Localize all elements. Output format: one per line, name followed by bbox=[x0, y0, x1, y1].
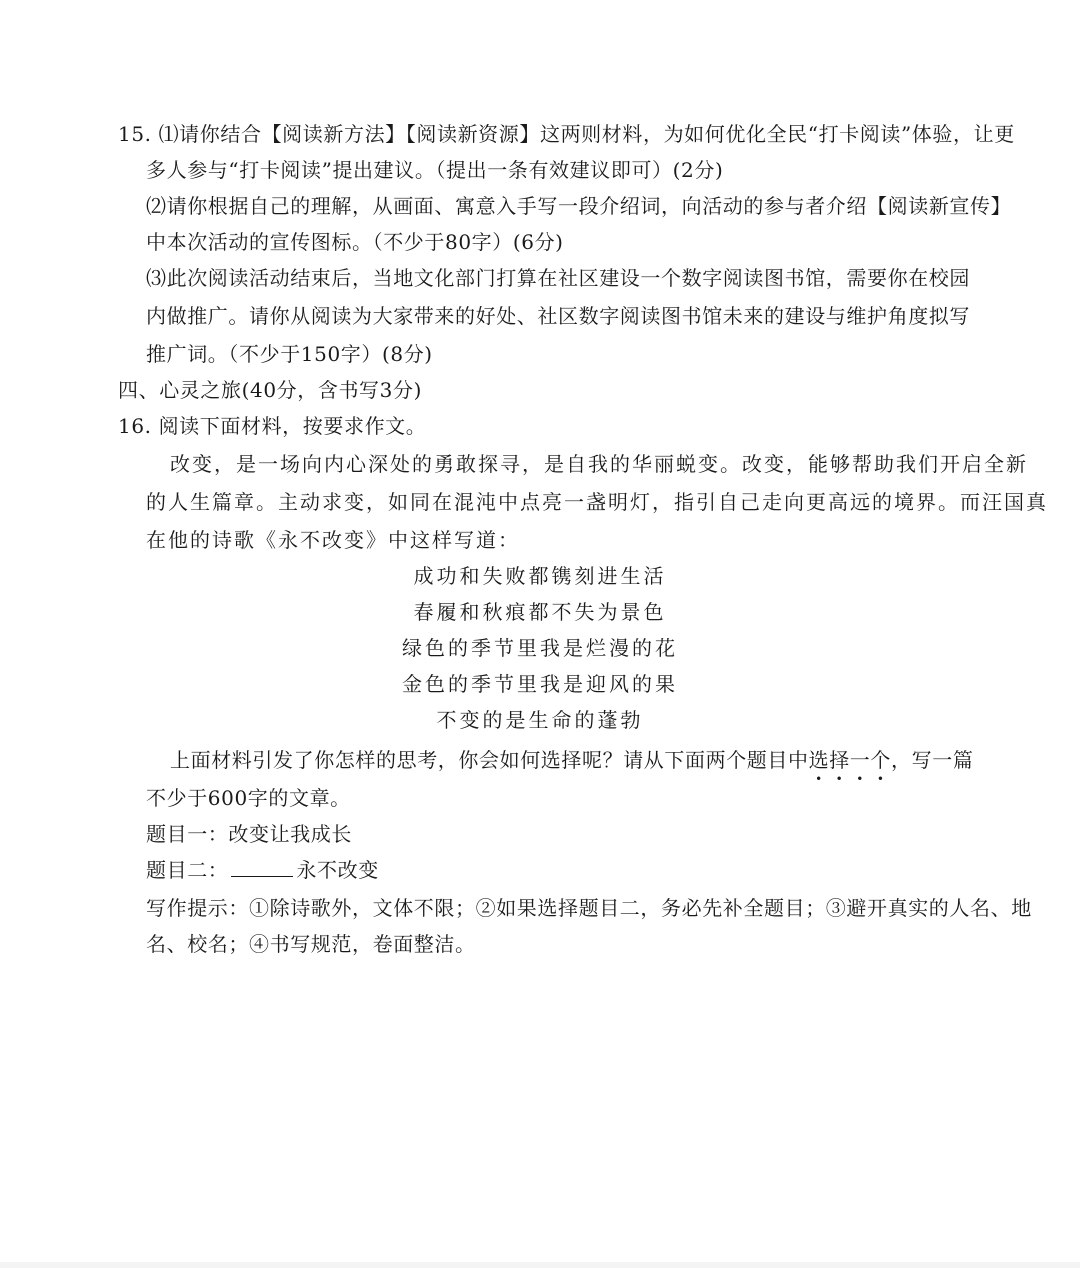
emphasis-dots: • • • • bbox=[815, 772, 885, 786]
material-line3: 在他的诗歌《永不改变》中这样写道： bbox=[146, 528, 520, 552]
title-option-1: 题目一：改变让我成长 bbox=[146, 822, 352, 846]
writing-tips-line2: 名、校名；④书写规范，卷面整洁。 bbox=[146, 932, 476, 956]
task-text-b: ，写一篇 bbox=[891, 748, 974, 772]
q15-part3-line3: 推广词。（不少于150字）(8分) bbox=[146, 342, 433, 366]
q16-intro: 16. 阅读下面材料，按要求作文。 bbox=[118, 414, 427, 438]
emphasized-text: 选择一个 bbox=[808, 748, 892, 772]
poem-line: 春履和秋痕都不失为景色 bbox=[413, 600, 667, 624]
writing-tips-line1: 写作提示：①除诗歌外，文体不限；②如果选择题目二，务必先补全题目；③避开真实的人名、地 bbox=[146, 896, 1032, 920]
poem-line: 不变的是生命的蓬勃 bbox=[436, 708, 644, 732]
material-line2: 的人生篇章。主动求变，如同在混沌中点亮一盏明灯，指引自己走向更高远的境界。而汪国真 bbox=[146, 490, 1048, 514]
title2-suffix: 永不改变 bbox=[296, 858, 379, 882]
emphasized-choice bbox=[808, 748, 892, 786]
q15-part3-line1: ⑶此次阅读活动结束后，当地文化部门打算在社区建设一个数字阅读图书馆，需要你在校园 bbox=[146, 266, 970, 290]
poem-line: 成功和失败都镌刻进生活 bbox=[413, 564, 667, 588]
title2-prefix: 题目二： bbox=[146, 858, 229, 882]
task-line2: 不少于600字的文章。 bbox=[146, 786, 351, 810]
page-bottom-edge bbox=[0, 1262, 1080, 1268]
q15-part2-line2: 中本次活动的宣传图标。（不少于80字）(6分) bbox=[146, 230, 564, 254]
task-line1 bbox=[170, 746, 974, 786]
q15-part2-line1: ⑵请你根据自己的理解，从画面、寓意入手写一段介绍词，向活动的参与者介绍【阅读新宣传】 bbox=[146, 194, 1012, 218]
section-heading: 四、心灵之旅(40分，含书写3分) bbox=[118, 378, 422, 402]
q15-part1-line1: 15. ⑴请你结合【阅读新方法】【阅读新资源】这两则材料，为如何优化全民“打卡阅读”体验，让更 bbox=[118, 122, 1015, 146]
task-text-a: 上面材料引发了你怎样的思考，你会如何选择呢？请从下面两个题目中 bbox=[170, 748, 809, 772]
poem-line: 绿色的季节里我是烂漫的花 bbox=[402, 636, 678, 660]
poem-line: 金色的季节里我是迎风的果 bbox=[402, 672, 678, 696]
q15-part1-line2: 多人参与“打卡阅读”提出建议。（提出一条有效建议即可）(2分) bbox=[146, 158, 724, 182]
title-option-2 bbox=[146, 856, 379, 884]
q15-part3-line2: 内做推广。请你从阅读为大家带来的好处、社区数字阅读图书馆未来的建设与维护角度拟写 bbox=[146, 304, 970, 328]
material-line1: 改变，是一场向内心深处的勇敢探寻，是自我的华丽蜕变。改变，能够帮助我们开启全新 bbox=[170, 452, 1028, 476]
fill-in-blank bbox=[231, 858, 293, 877]
